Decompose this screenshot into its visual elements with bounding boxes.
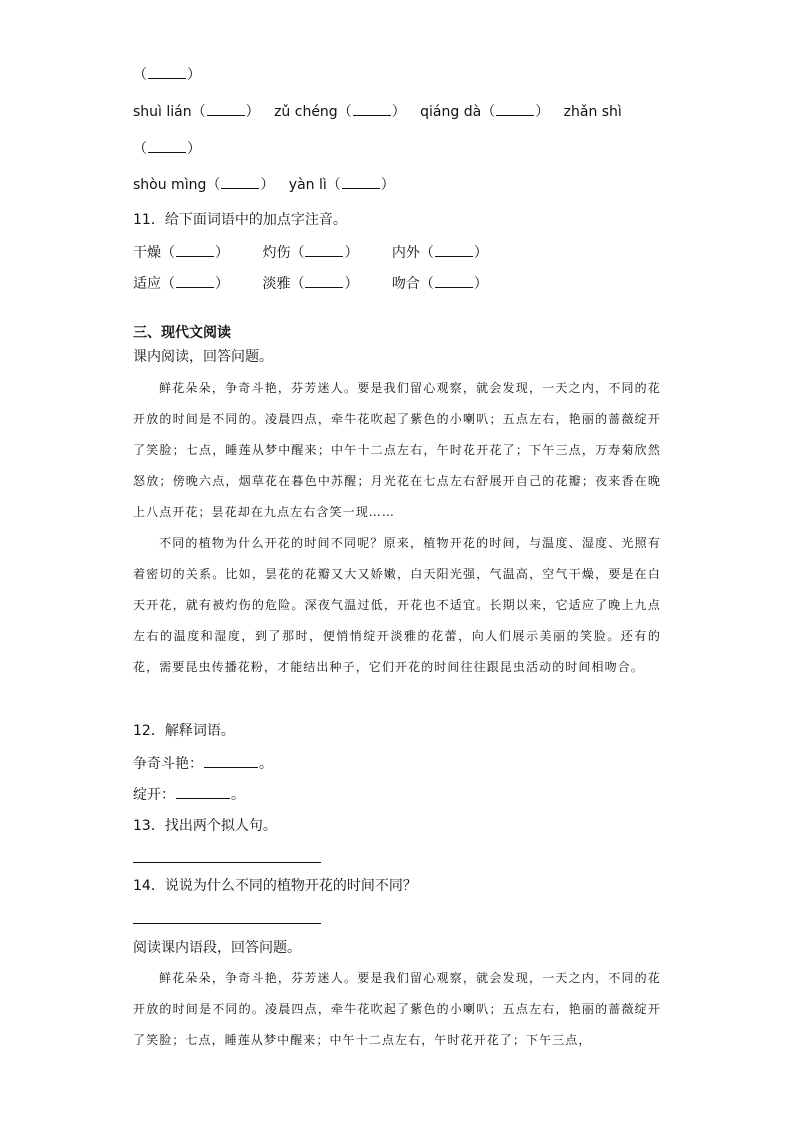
q12-item: 争奇斗艳： 。: [133, 756, 273, 772]
answer-blank[interactable]: [176, 244, 214, 257]
q11-row: [133, 244, 517, 262]
pinyin-blank-continuation: （ ）: [133, 67, 201, 83]
answer-blank[interactable]: [221, 176, 259, 189]
answer-blank[interactable]: [435, 275, 473, 288]
answer-blank[interactable]: [148, 140, 186, 153]
question-14-title: 14．说说为什么不同的植物开花的时间不同？: [133, 878, 417, 894]
q11-item: 干燥（ ）: [133, 245, 229, 261]
pinyin-item: zhǎn shì: [563, 104, 622, 120]
question-13-title: 13．找出两个拟人句。: [133, 818, 277, 834]
pinyin-item: shòu mìng（ ）: [133, 177, 275, 193]
answer-blank[interactable]: [204, 755, 258, 768]
answer-line[interactable]: [133, 923, 321, 924]
answer-line[interactable]: [133, 862, 321, 863]
answer-blank[interactable]: [148, 66, 186, 79]
answer-blank[interactable]: [353, 103, 391, 116]
q11-item: 内外（ ）: [391, 245, 488, 261]
answer-blank[interactable]: [305, 275, 343, 288]
pinyin-item: zǔ chéng（ ）: [274, 104, 406, 120]
q11-row: [133, 275, 517, 293]
q12-item: 绽开： 。: [133, 787, 245, 803]
q11-item: 淡雅（ ）: [262, 276, 359, 292]
q11-item: 吻合（ ）: [391, 276, 488, 292]
section-heading: 三、现代文阅读: [133, 325, 231, 341]
answer-blank[interactable]: [305, 244, 343, 257]
answer-blank[interactable]: [176, 786, 230, 799]
question-11-title: 11．给下面词语中的加点字注音。: [133, 212, 347, 228]
answer-blank[interactable]: [207, 103, 245, 116]
answer-blank[interactable]: [342, 176, 380, 189]
q11-item: 适应（ ）: [133, 276, 229, 292]
section-intro: 课内阅读，回答问题。: [133, 349, 273, 365]
answer-blank[interactable]: [176, 275, 214, 288]
q11-item: 灼伤（ ）: [262, 245, 359, 261]
answer-blank[interactable]: [435, 244, 473, 257]
pinyin-item: shuì lián（ ）: [133, 104, 260, 120]
section-intro: 阅读课内语段，回答问题。: [133, 940, 301, 956]
pinyin-row: [133, 103, 632, 121]
pinyin-row: [133, 176, 405, 194]
answer-blank[interactable]: [496, 103, 534, 116]
pinyin-blank-continuation: （ ）: [133, 141, 201, 157]
question-12-title: 12．解释词语。: [133, 723, 235, 739]
reading-passage-paragraph: 不同的植物为什么开花的时间不同呢？原来，植物开花的时间，与温度、湿度、光照有着密切的关系。比如，昙花的花瓣又大又娇嫩，白天阳光强，气温高，空气干燥，要是在白天开花，就有被灼伤的危险。深夜气温过低，开花也不适宜。长期以来，它适应了晚上九点左右的温度和湿度，到了那时，便悄悄绽开淡雅的花蕾，向人们展示美丽的笑脸。还有的花，需要昆虫传播花粉，才能结出种子，它们开花的时间往往跟昆虫活动的时间相吻合。: [133, 536, 661, 674]
pinyin-item: yàn lì（ ）: [288, 177, 395, 193]
reading-passage-paragraph: 鲜花朵朵，争奇斗艳，芬芳迷人。要是我们留心观察，就会发现，一天之内，不同的花开放的时间是不同的。凌晨四点，牵牛花吹起了紫色的小喇叭；五点左右，艳丽的蔷薇绽开了笑脸；七点，睡莲从梦中醒来；中午十二点左右，午时花开花了；下午三点，: [133, 971, 661, 1047]
reading-passage-paragraph: 鲜花朵朵，争奇斗艳，芬芳迷人。要是我们留心观察，就会发现，一天之内，不同的花开放的时间是不同的。凌晨四点，牵牛花吹起了紫色的小喇叭；五点左右，艳丽的蔷薇绽开了笑脸；七点，睡莲从梦中醒来；中午十二点左右，午时花开花了；下午三点，万寿菊欣然怒放；傍晚六点，烟草花在暮色中苏醒；月光花在七点左右舒展开自己的花瓣；夜来香在晚上八点开花；昙花却在九点左右含笑一现……: [133, 381, 661, 519]
pinyin-item: qiáng dà（ ）: [420, 104, 550, 120]
